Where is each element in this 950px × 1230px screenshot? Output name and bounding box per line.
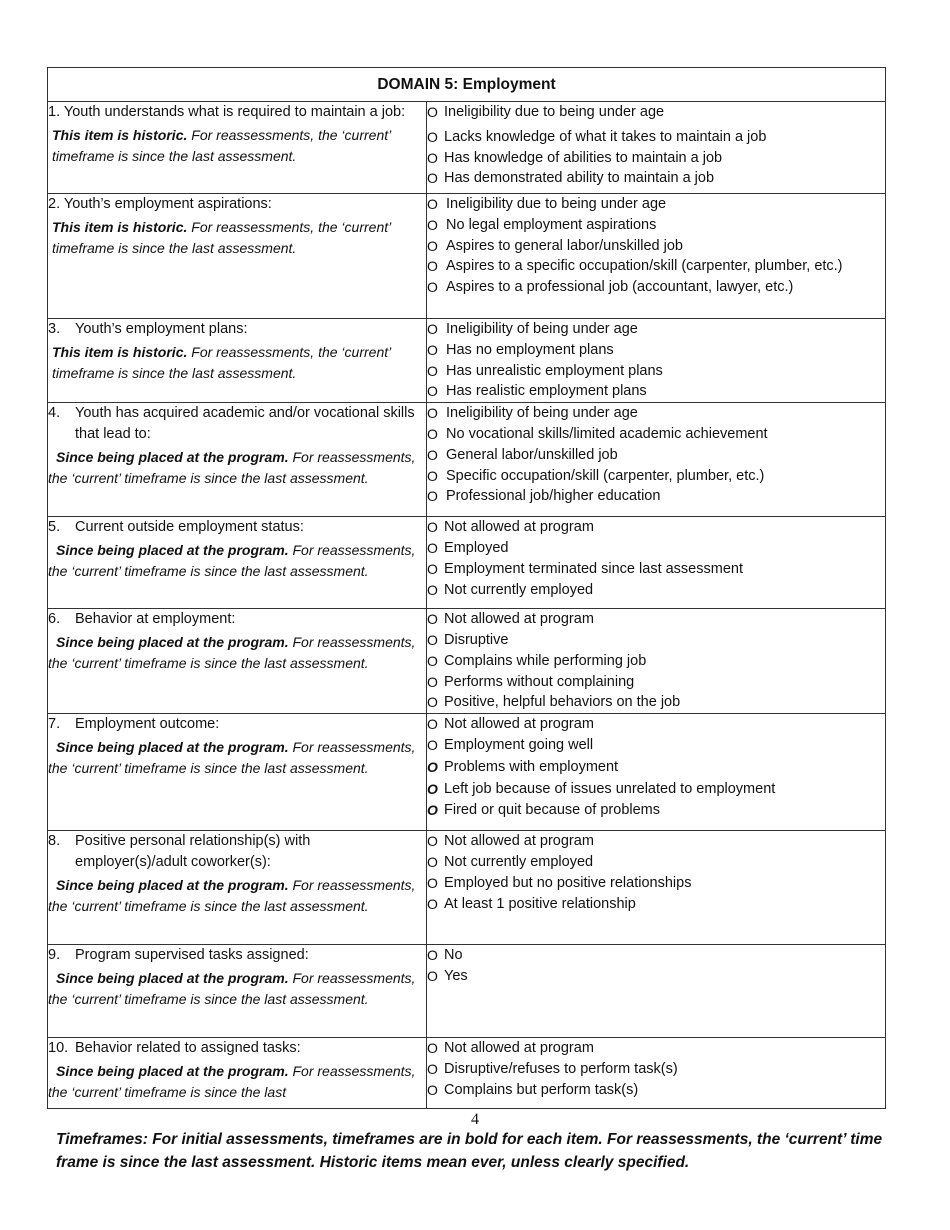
radio-circle-icon[interactable]: O [427,321,438,337]
item-number: 6. [48,611,61,628]
answer-option-label: Performs without complaining [444,673,635,690]
radio-circle-icon[interactable]: O [427,519,438,536]
item-options-cell [427,831,886,945]
answer-option-label: Employment going well [444,736,594,753]
timeframe-note-text: For reassessments, the ‘current’ timeframe is since the last assessment. [48,877,416,915]
answer-option[interactable] [427,609,885,630]
answer-option[interactable] [427,445,885,466]
item-question [48,609,426,630]
answer-option-label: No [444,947,463,964]
item-options-cell [427,714,886,831]
item-options-cell [427,1038,886,1109]
answer-option[interactable] [427,1038,885,1059]
answer-option-label: Aspires to general labor/unskilled job [446,237,683,254]
answer-option[interactable] [427,714,885,735]
item-number: 5. [48,519,61,536]
item-question [48,945,426,966]
item-question-text: Youth understands what is required to maintain a job: [63,104,406,120]
radio-circle-icon[interactable]: O [427,488,438,505]
answer-option-label: Disruptive [444,631,509,648]
radio-circle-icon[interactable]: O [427,149,438,166]
timeframe-note-text: For reassessments, the ‘current’ timeframe is since the last assessment. [48,739,416,777]
answer-option-label: Ineligibility of being under age [446,405,638,422]
answer-option-label: Problems with employment [444,758,619,775]
answer-option[interactable] [427,194,885,215]
answer-option[interactable] [427,127,885,148]
item-number: 7. [48,716,61,733]
answer-option-label: At least 1 positive relationship [444,895,636,912]
item-question [48,1038,426,1059]
item-row [48,403,886,517]
answer-option-label: Not currently employed [444,853,594,870]
answer-option[interactable] [427,651,885,672]
item-question-text: Youth’s employment plans: [75,321,248,337]
radio-circle-icon[interactable]: O [427,694,438,711]
item-number: 8. [48,833,61,850]
radio-circle-icon[interactable]: O [427,196,438,212]
timeframes-footer [56,1128,886,1174]
radio-circle-icon[interactable]: O [427,673,438,690]
timeframe-note-bold: Since being placed at the program. [56,877,289,894]
timeframe-note-text: For reassessments, the ‘current’ timeframe is since the last assessment. [48,542,416,580]
radio-circle-icon[interactable]: O [427,947,438,964]
answer-option[interactable] [427,580,885,601]
item-question [48,319,426,340]
radio-circle-icon[interactable]: O [427,631,438,648]
answer-option-label: Has unrealistic employment plans [446,362,663,379]
radio-circle-icon[interactable]: O [427,467,438,484]
answer-option[interactable] [427,894,885,915]
answer-option[interactable] [427,945,885,966]
answer-option-label: Professional job/higher education [446,488,661,505]
radio-circle-icon[interactable]: O [427,736,438,753]
radio-circle-icon[interactable]: O [427,446,438,463]
answer-option[interactable] [427,559,885,580]
answer-option[interactable] [427,148,885,169]
timeframe-note-text: For reassessments, the ‘current’ timeframe is since the last assessment. [52,219,391,256]
item-question-text: Behavior at employment: [75,611,236,628]
timeframe-note [48,968,426,1010]
item-row [48,194,886,319]
footer-text: Timeframes: For initial assessments, timeframes are in bold for each item. For reassessments, the ‘current’ time frame is since the last assessment. Historic items mean ever, unless clearly specified. [56,1131,883,1171]
item-question-cell [48,945,427,1038]
item-question-cell [48,831,427,945]
answer-option-label: Ineligibility due to being under age [446,196,667,212]
domain-table [47,67,886,1109]
item-row [48,102,886,194]
timeframe-note [48,125,426,167]
answer-option-label: Aspires to a professional job (accountant, lawyer, etc.) [446,279,794,296]
timeframe-note [48,447,426,489]
answer-option-label: Has knowledge of abilities to maintain a job [444,149,723,166]
answer-option-label: Complains while performing job [444,652,647,669]
item-number: 2. [48,196,61,212]
timeframe-note-bold: Since being placed at the program. [56,449,289,466]
radio-circle-icon[interactable]: O [427,1060,438,1077]
radio-circle-icon[interactable]: O [427,967,438,984]
timeframe-note [48,632,426,674]
item-row [48,714,886,831]
item-options-cell [427,194,886,319]
item-options-cell [427,319,886,403]
radio-circle-icon[interactable]: O [427,758,438,775]
answer-option[interactable] [427,630,885,651]
answer-option-label: Disruptive/refuses to perform task(s) [444,1060,678,1077]
answer-option-label: Not allowed at program [444,611,594,628]
item-row [48,945,886,1038]
item-question [48,102,426,123]
radio-circle-icon[interactable]: O [427,279,438,296]
timeframe-note-bold: Since being placed at the program. [56,970,289,987]
answer-option[interactable] [427,486,885,507]
item-row [48,609,886,714]
answer-option-label: Employment terminated since last assessment [444,560,743,577]
item-question-text: Youth’s employment aspirations: [63,196,272,212]
item-question-cell [48,319,427,403]
item-question-text: Youth has acquired academic and/or vocational skills that lead to: [75,405,415,443]
answer-option-label: Has no employment plans [446,341,614,358]
radio-circle-icon[interactable]: O [427,560,438,577]
answer-option[interactable] [427,424,885,445]
answer-option[interactable] [427,831,885,852]
answer-option-label: Aspires to a specific occupation/skill (carpenter, plumber, etc.) [446,258,843,275]
item-row [48,319,886,403]
answer-option[interactable] [427,168,885,189]
item-question [48,517,426,538]
item-question [48,403,426,445]
item-number: 3. [48,321,61,337]
radio-circle-icon[interactable]: O [427,874,438,891]
radio-circle-icon[interactable]: O [427,341,438,358]
timeframe-note [48,875,426,917]
radio-circle-icon[interactable]: O [427,581,438,598]
radio-circle-icon[interactable]: O [427,237,438,254]
radio-circle-icon[interactable]: O [427,362,438,379]
answer-option-label: Not allowed at program [444,519,594,536]
answer-option[interactable] [427,102,885,123]
radio-circle-icon[interactable]: O [427,802,438,819]
timeframe-note-bold: This item is historic. [52,127,188,143]
answer-option[interactable] [427,800,885,821]
radio-circle-icon[interactable]: O [427,1081,438,1098]
answer-option[interactable] [427,517,885,538]
timeframe-note-bold: Since being placed at the program. [56,739,289,756]
answer-option-label: Left job because of issues unrelated to employment [444,780,776,797]
answer-option-label: Employed [444,539,509,556]
answer-option-label: Employed but no positive relationships [444,874,692,891]
radio-circle-icon[interactable]: O [427,383,438,400]
answer-option[interactable] [427,340,885,361]
radio-circle-icon[interactable]: O [427,716,438,733]
item-options-cell [427,517,886,609]
answer-option[interactable] [427,466,885,487]
answer-option[interactable] [427,966,885,987]
timeframe-note-bold: Since being placed at the program. [56,542,289,559]
domain-title: DOMAIN 5: Employment [48,68,886,102]
radio-circle-icon[interactable]: O [427,895,438,912]
answer-option-label: Has demonstrated ability to maintain a job [444,170,715,187]
item-question-cell [48,609,427,714]
timeframe-note-bold: Since being placed at the program. [56,1063,289,1080]
item-question-cell [48,1038,427,1109]
timeframe-note-text: For reassessments, the ‘current’ timeframe is since the last assessment. [52,127,391,164]
answer-option-label: General labor/unskilled job [446,446,618,463]
answer-option[interactable] [427,319,885,340]
radio-circle-icon[interactable]: O [427,853,438,870]
item-number: 9. [48,947,61,964]
answer-option[interactable] [427,692,885,713]
item-question [48,714,426,735]
radio-circle-icon[interactable]: O [427,128,438,145]
item-question-cell [48,403,427,517]
item-question [48,831,426,873]
item-question-cell [48,102,427,194]
answer-option[interactable] [427,277,885,298]
timeframe-note-bold: This item is historic. [52,344,188,360]
item-question [48,194,426,215]
timeframe-note-text: For reassessments, the ‘current’ timeframe is since the last assessment. [52,344,391,381]
answer-option-label: Not allowed at program [444,1040,594,1057]
item-number: 1. [48,104,61,120]
answer-option[interactable] [427,757,885,778]
timeframe-note [48,1061,426,1103]
item-options-cell [427,609,886,714]
timeframe-note-text: For reassessments, the ‘current’ timeframe is since the last assessment. [48,970,416,1008]
answer-option[interactable] [427,735,885,756]
radio-circle-icon[interactable]: O [427,104,438,120]
answer-option[interactable] [427,852,885,873]
answer-option-label: Ineligibility due to being under age [444,104,665,120]
answer-option-label: Ineligibility of being under age [446,321,638,337]
item-question-text: Program supervised tasks assigned: [75,947,309,964]
answer-option-label: Yes [444,967,468,984]
answer-option[interactable] [427,403,885,424]
radio-circle-icon[interactable]: O [427,1040,438,1057]
answer-option-label: Not currently employed [444,581,594,598]
radio-circle-icon[interactable]: O [427,539,438,556]
answer-option-label: Complains but perform task(s) [444,1081,639,1098]
radio-circle-icon[interactable]: O [427,216,438,233]
answer-option[interactable] [427,672,885,693]
radio-circle-icon[interactable]: O [427,425,438,442]
answer-option-label: Specific occupation/skill (carpenter, plumber, etc.) [446,467,765,484]
item-row [48,517,886,609]
timeframe-note-bold: This item is historic. [52,219,188,235]
item-question-text: Current outside employment status: [75,519,304,536]
item-options-cell [427,403,886,517]
answer-option[interactable] [427,256,885,277]
item-question-cell [48,714,427,831]
answer-option[interactable] [427,236,885,257]
answer-option-label: Fired or quit because of problems [444,802,660,819]
answer-option-label: Not allowed at program [444,716,594,733]
answer-option[interactable] [427,1059,885,1080]
timeframe-note-text: For reassessments, the ‘current’ timeframe is since the last assessment. [48,449,416,487]
answer-option[interactable] [427,538,885,559]
answer-option-label: Lacks knowledge of what it takes to maintain a job [444,128,767,145]
radio-circle-icon[interactable]: O [427,611,438,628]
item-question-text: Behavior related to assigned tasks: [75,1040,301,1057]
timeframe-note [48,342,426,384]
timeframe-note [48,217,426,259]
item-options-cell [427,102,886,194]
answer-option[interactable] [427,1080,885,1101]
item-row [48,831,886,945]
item-number: 10. [48,1040,69,1057]
radio-circle-icon[interactable]: O [427,833,438,850]
radio-circle-icon[interactable]: O [427,780,438,797]
answer-option-label: Positive, helpful behaviors on the job [444,694,681,711]
page-number: 4 [471,1111,479,1128]
item-question-cell [48,194,427,319]
radio-circle-icon[interactable]: O [427,405,438,422]
timeframe-note [48,737,426,779]
item-number: 4. [48,405,61,422]
radio-circle-icon[interactable]: O [427,652,438,669]
answer-option[interactable] [427,873,885,894]
answer-option-label: No vocational skills/limited academic achievement [446,425,768,442]
answer-option[interactable] [427,361,885,382]
answer-option[interactable] [427,779,885,800]
answer-option-label: Not allowed at program [444,833,594,850]
item-options-cell [427,945,886,1038]
item-row [48,1038,886,1109]
timeframe-note [48,540,426,582]
item-question-text: Positive personal relationship(s) with employer(s)/adult coworker(s): [75,833,311,871]
answer-option-label: Has realistic employment plans [446,383,647,400]
timeframe-note-text: For reassessments, the ‘current’ timeframe is since the last assessment. [48,634,416,672]
timeframe-note-bold: Since being placed at the program. [56,634,289,651]
answer-option[interactable] [427,381,885,402]
answer-option-label: No legal employment aspirations [446,216,657,233]
radio-circle-icon[interactable]: O [427,258,438,275]
timeframe-note-text: For reassessments, the ‘current’ timeframe is since the last [48,1063,416,1101]
radio-circle-icon[interactable]: O [427,170,438,187]
answer-option[interactable] [427,215,885,236]
item-question-text: Employment outcome: [75,716,220,733]
item-question-cell [48,517,427,609]
